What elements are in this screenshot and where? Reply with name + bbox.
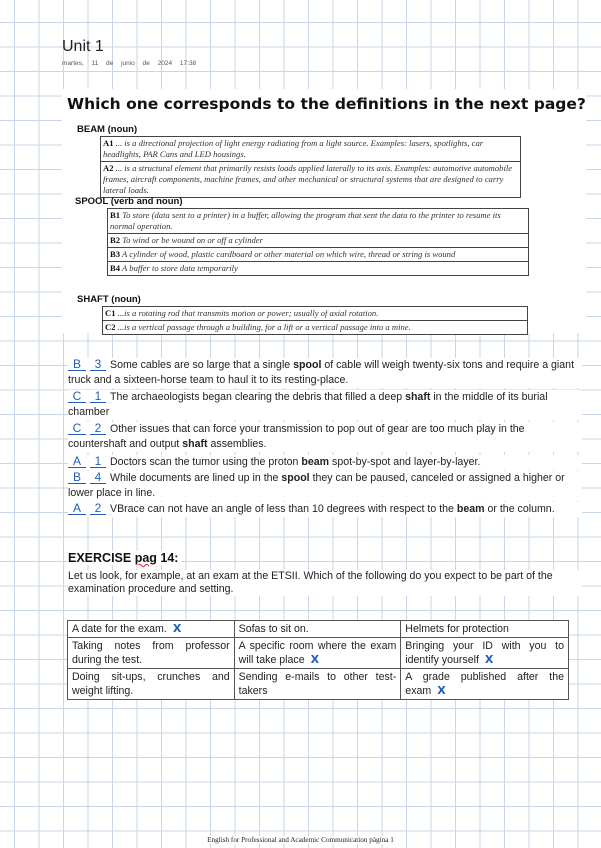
sentence-text: Doctors scan the tumor using the proton bbox=[110, 456, 302, 468]
definition-code: C2 bbox=[105, 322, 116, 332]
sentence-text: in the middle of its burial chamber bbox=[68, 391, 548, 418]
sentence-item bbox=[68, 390, 582, 420]
exercise-heading bbox=[68, 551, 181, 565]
option-cell[interactable] bbox=[234, 669, 401, 700]
sentence-text: assemblies. bbox=[207, 438, 267, 450]
keyword: spool bbox=[293, 359, 322, 371]
sentence-text: The archaeologists began clearing the debris that filled a deep bbox=[110, 391, 406, 403]
definition-row bbox=[108, 234, 528, 248]
sentence-item bbox=[68, 358, 582, 388]
option-text: A date for the exam. bbox=[72, 623, 167, 635]
definition-code: C1 bbox=[105, 308, 116, 318]
answer-letter[interactable]: A bbox=[68, 455, 86, 468]
keyword: beam bbox=[301, 456, 330, 468]
answer-number[interactable]: 3 bbox=[90, 358, 106, 371]
option-text: Doing sit-ups, crunches and weight lifting. bbox=[72, 671, 230, 697]
sentence-text: While documents are lined up in the bbox=[110, 472, 282, 484]
page-footer bbox=[0, 836, 601, 844]
answer-number[interactable]: 2 bbox=[90, 422, 106, 435]
definition-code: A1 bbox=[103, 138, 114, 148]
sentence-text: they can be paused, canceled or assigned a higher or lower place in line. bbox=[68, 472, 565, 499]
definition-text: A buffer to store data temporarily bbox=[122, 263, 238, 273]
cross-mark-icon: X bbox=[310, 653, 320, 666]
exercise-heading-prefix: EXERCISE bbox=[68, 551, 135, 565]
keyword: shaft bbox=[405, 391, 431, 403]
option-cell[interactable] bbox=[401, 621, 569, 638]
sentence-item bbox=[68, 422, 582, 452]
shaft-definitions bbox=[102, 306, 528, 335]
keyword: shaft bbox=[182, 438, 208, 450]
beam-definitions bbox=[100, 136, 521, 198]
keyword: spool bbox=[281, 472, 310, 484]
definition-code: B1 bbox=[110, 210, 121, 220]
definition-row bbox=[101, 162, 520, 197]
table-row bbox=[68, 638, 569, 669]
option-text: Taking notes from professor during the test. bbox=[72, 640, 230, 666]
option-cell[interactable] bbox=[234, 621, 401, 638]
definition-text: A cylinder of wood, plastic cardboard or other material on which wire, thread or string is wound bbox=[122, 249, 456, 259]
definition-row bbox=[108, 209, 528, 234]
definition-row bbox=[108, 262, 528, 275]
sentence-item bbox=[68, 502, 582, 517]
option-cell[interactable] bbox=[68, 638, 235, 669]
options-table bbox=[67, 620, 569, 700]
timestamp: martes, 11 de junio de 2024 17:38 bbox=[62, 60, 197, 67]
definitions-panel bbox=[62, 89, 586, 333]
sentence-text: of cable will weigh twenty-six tons and require a giant truck and a sixteen-horse team to haul it to its resting-place. bbox=[68, 359, 575, 386]
cross-mark-icon: X bbox=[484, 653, 494, 666]
definition-row bbox=[103, 307, 527, 321]
option-cell[interactable] bbox=[401, 669, 569, 700]
definition-row bbox=[108, 248, 528, 262]
option-cell[interactable] bbox=[234, 638, 401, 669]
answer-number[interactable]: 2 bbox=[90, 502, 106, 515]
definition-text: ... is a structural element that primarily resists loads applied laterally to its axis. Examples: automotive automobile frames, aircraft components, machine frames, and other mechanical or structural systems that are designed to carry lateral loads. bbox=[103, 163, 513, 195]
page-title: Unit 1 bbox=[62, 38, 104, 55]
answer-number[interactable]: 1 bbox=[90, 390, 106, 403]
term-shaft: SHAFT (noun) bbox=[77, 294, 141, 305]
exercise-heading-spellcheck: pag bbox=[134, 551, 157, 565]
definition-code: B2 bbox=[110, 235, 121, 245]
answer-number[interactable]: 4 bbox=[90, 471, 106, 484]
table-row bbox=[68, 669, 569, 700]
answer-letter[interactable]: C bbox=[68, 422, 86, 435]
exercise-intro: Let us look, for example, at an exam at the ETSII. Which of the following do you expect to be part of the examination procedure and setting. bbox=[68, 570, 582, 596]
definition-text: To store (data sent to a printer) in a buffer, allowing the program that sent the data to the printer to resume its normal operation. bbox=[110, 210, 501, 231]
definition-code: A2 bbox=[103, 163, 114, 173]
sentence-item bbox=[68, 471, 582, 501]
option-cell[interactable] bbox=[68, 621, 235, 638]
sentence-text: spot-by-spot and layer-by-layer. bbox=[329, 456, 481, 468]
option-cell[interactable] bbox=[68, 669, 235, 700]
keyword: beam bbox=[456, 503, 485, 515]
definition-text: ... is a directional projection of light energy radiating from a light source. Examples: lasers, spotlights, car headlights, PAR Cans and LED housings. bbox=[103, 138, 484, 159]
option-text: Helmets for protection bbox=[405, 623, 509, 635]
definition-row bbox=[103, 321, 527, 334]
option-text: Sending e-mails to other test-takers bbox=[238, 671, 397, 697]
sentence-text: Some cables are so large that a single bbox=[110, 359, 294, 371]
answer-letter[interactable]: C bbox=[68, 390, 86, 403]
option-text: Bringing your ID with you to identify yourself bbox=[405, 640, 564, 666]
definition-text: ...is a vertical passage through a building, for a lift or a vertical passage into a mine. bbox=[117, 322, 411, 332]
definition-code: B3 bbox=[110, 249, 121, 259]
term-spool: SPOOL (verb and noun) bbox=[75, 196, 183, 207]
table-row bbox=[68, 621, 569, 638]
answer-letter[interactable]: B bbox=[68, 471, 86, 484]
answer-letter[interactable]: A bbox=[68, 502, 86, 515]
cross-mark-icon: X bbox=[172, 622, 182, 635]
option-text: A specific room where the exam will take place bbox=[238, 640, 397, 666]
footer-text: English for Professional and Academic Communication página 1 bbox=[207, 836, 394, 844]
matching-heading: Which one corresponds to the definitions in the next page? bbox=[67, 95, 586, 113]
sentence-text: or the column. bbox=[484, 503, 555, 515]
answer-number[interactable]: 1 bbox=[90, 455, 106, 468]
sentence-text: Other issues that can force your transmission to pop out of gear are too much play in the countershaft and output bbox=[68, 423, 525, 450]
definition-text: To wind or be wound on or off a cylinder bbox=[122, 235, 263, 245]
definition-text: ...is a rotating rod that transmits motion or power; usually of axial rotation. bbox=[117, 308, 379, 318]
option-text: Sofas to sit on. bbox=[238, 623, 309, 635]
option-text: A grade published after the exam bbox=[405, 671, 564, 697]
definition-row bbox=[101, 137, 520, 162]
sentence-item bbox=[68, 455, 582, 470]
answer-letter[interactable]: B bbox=[68, 358, 86, 371]
option-cell[interactable] bbox=[401, 638, 569, 669]
definition-code: B4 bbox=[110, 263, 121, 273]
cross-mark-icon: X bbox=[437, 684, 446, 697]
spool-definitions bbox=[107, 208, 529, 276]
term-beam: BEAM (noun) bbox=[77, 124, 138, 135]
sentence-text: VBrace can not have an angle of less than 10 degrees with respect to the bbox=[110, 503, 457, 515]
exercise-heading-suffix: 14: bbox=[156, 551, 179, 565]
